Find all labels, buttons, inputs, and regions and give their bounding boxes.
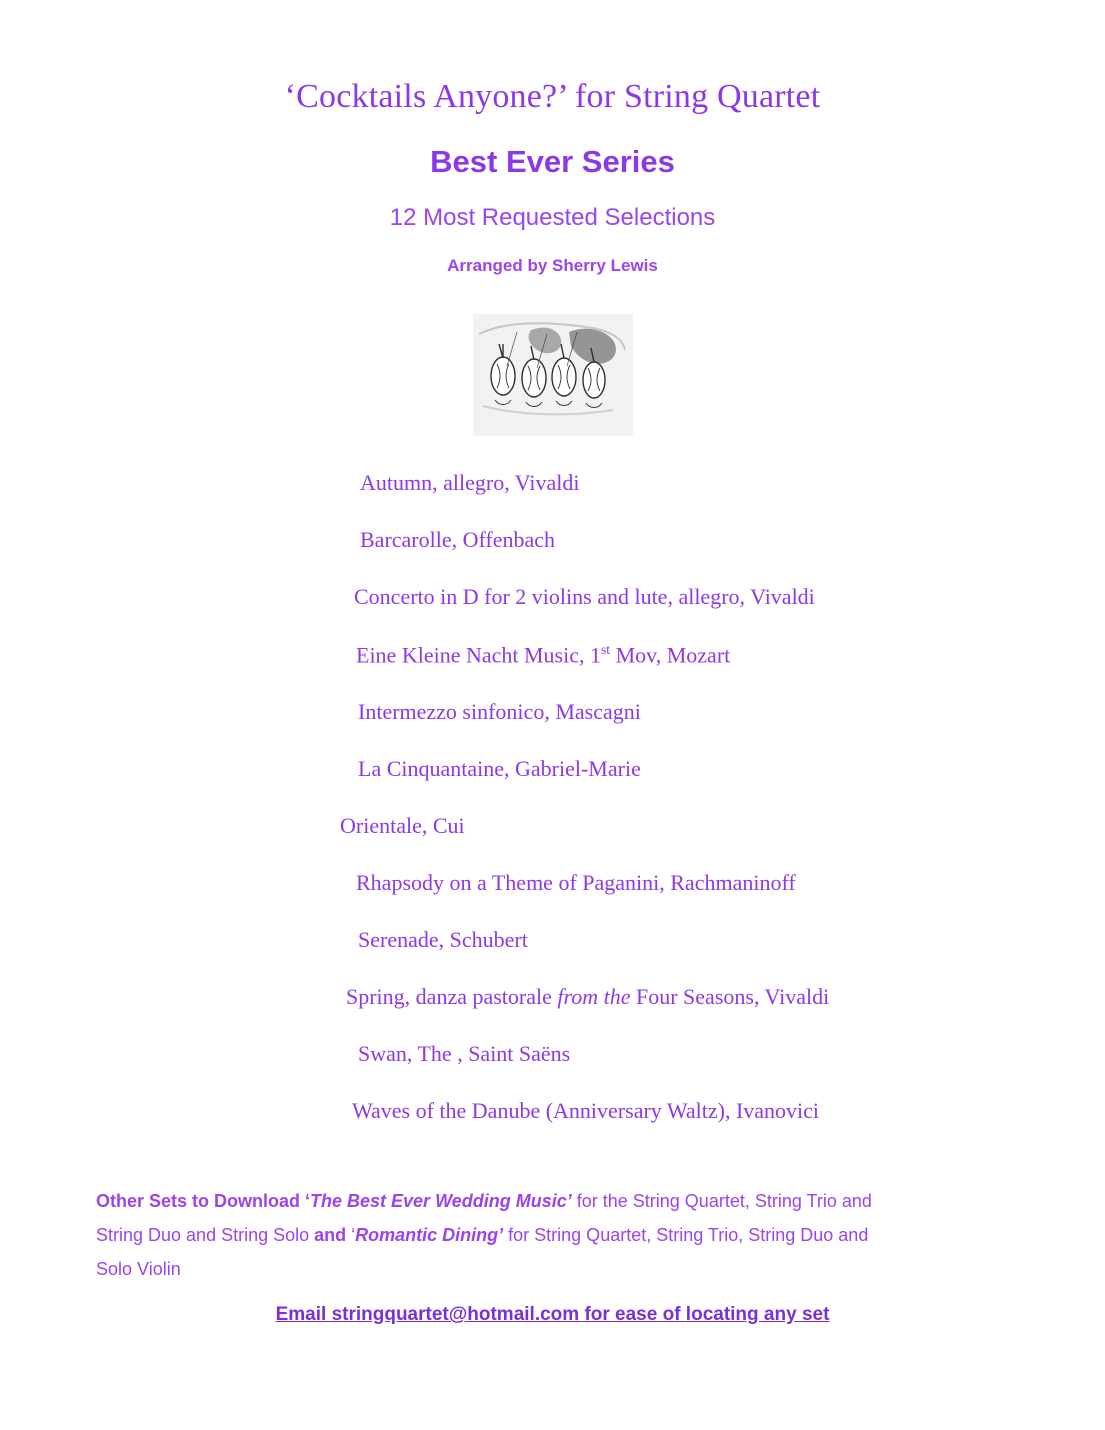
list-item [0, 643, 1105, 701]
footer-and: and [314, 1225, 347, 1246]
email-contact-line[interactable] [96, 1290, 1009, 1326]
list-item [0, 986, 1105, 1043]
list-item [0, 1043, 1105, 1100]
email-link[interactable]: Email stringquartet@hotmail.com for ease of locating any set [275, 1304, 830, 1326]
list-item [0, 1100, 1105, 1157]
footer-download-label: Other Sets to Download ‘ [96, 1191, 311, 1211]
selection-text: Concerto in D for 2 violins and lute, allegro, Vivaldi [354, 584, 815, 609]
selection-text: from the [557, 984, 631, 1010]
subtitle: 12 Most Requested Selections [389, 204, 716, 231]
footer-note [96, 1188, 1009, 1326]
list-item [0, 586, 1105, 643]
selection-text: Waves of the Danube (Anniversary Waltz), Ivanovici [352, 1098, 820, 1124]
selection-text: Serenade, Schubert [358, 927, 528, 953]
selections-list [0, 436, 1105, 1157]
selection-text: Intermezzo sinfonico, Mascagni [358, 699, 641, 725]
footer-line-2-start: String Duo and String Solo [96, 1225, 315, 1246]
footer-line-1-rest: for the String Quartet, String Trio and [571, 1191, 872, 1211]
selection-text: Swan, The , Saint Saëns [358, 1041, 571, 1067]
footer-line-2 [96, 1222, 1009, 1248]
list-item [0, 529, 1105, 586]
selection-text: Autumn, allegro, Vivaldi [360, 470, 580, 495]
selection-text: Rhapsody on a Theme of Paganini, Rachmaninoff [356, 870, 796, 896]
selection-text: Eine Kleine Nacht Music, 1 [356, 642, 601, 668]
selection-text: Four Seasons, Vivaldi [630, 984, 830, 1010]
artwork-container [0, 276, 1105, 436]
string-quartet-sketch-image [473, 314, 633, 436]
selection-text: Mov, Mozart [610, 642, 731, 668]
selection-text: Orientale, Cui [340, 813, 465, 839]
list-item [0, 472, 1105, 529]
selection-text: La Cinquantaine, Gabriel-Marie [358, 756, 641, 782]
page-title: ‘Cocktails Anyone?’ for String Quartet [284, 78, 821, 115]
selection-text: st [601, 642, 611, 657]
arranger-credit: Arranged by Sherry Lewis [447, 256, 658, 275]
list-item [0, 815, 1105, 872]
list-item [0, 929, 1105, 986]
list-item [0, 701, 1105, 758]
list-item [0, 872, 1105, 929]
footer-line-1 [96, 1188, 1009, 1214]
footer-set-name-wedding: The Best Ever Wedding Music’ [310, 1191, 572, 1211]
selection-text: Barcarolle, Offenbach [360, 527, 556, 552]
footer-set-name-romantic: Romantic Dining’ [355, 1225, 504, 1246]
selection-text: Spring, danza pastorale [346, 984, 558, 1010]
footer-quote-open: ‘ [346, 1225, 356, 1246]
footer-line-3: Solo Violin [96, 1259, 181, 1280]
footer-line-2-rest: for String Quartet, String Trio, String Duo and [503, 1225, 869, 1246]
list-item [0, 758, 1105, 815]
series-title: Best Ever Series [430, 144, 675, 179]
